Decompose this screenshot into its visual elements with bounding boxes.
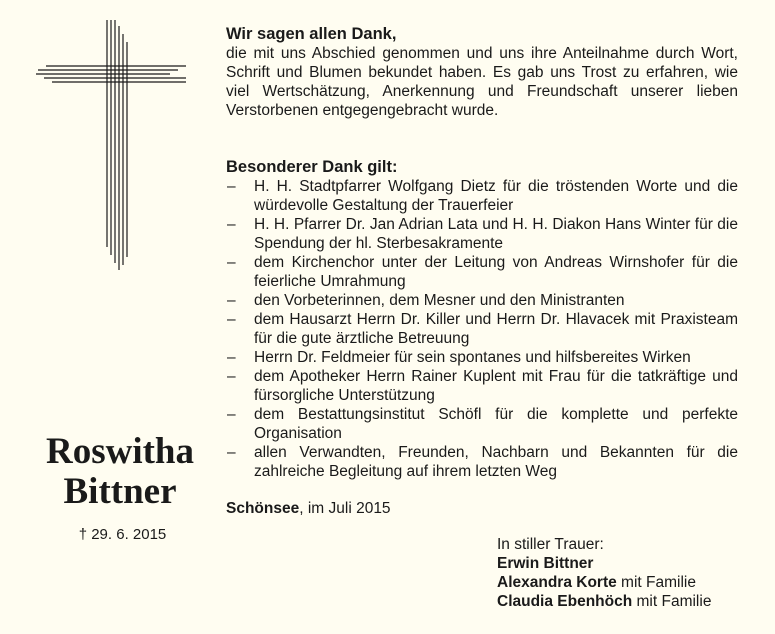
place-date: , im Juli 2015: [299, 500, 391, 517]
mourner-name: Alexandra Korte: [497, 574, 617, 591]
mourners-block: [497, 535, 711, 611]
mourner-line: [497, 573, 711, 592]
thanks-list-item: – H. H. Stadtpfarrer Wolfgang Dietz für die tröstenden Worte und die würdevolle Gestaltung der Trauerfeier: [226, 177, 738, 215]
thanks-heading: Wir sagen allen Dank,: [226, 25, 397, 43]
thanks-list-item: – den Vorbeterinnen, dem Mesner und den Ministranten: [226, 291, 738, 310]
deceased-name: [0, 432, 240, 512]
mourner-suffix: mit Familie: [632, 593, 712, 610]
mourner-line: [497, 592, 711, 611]
mourner-name: Claudia Ebenhöch: [497, 593, 633, 610]
thanks-list-item: – dem Kirchenchor unter der Leitung von Andreas Wirnshofer für die feierliche Umrahmung: [226, 253, 738, 291]
mourners-intro: In stiller Trauer:: [497, 536, 604, 553]
mourner-suffix: mit Familie: [616, 574, 696, 591]
thanks-list-item: – dem Apotheker Herrn Rainer Kuplent mit Frau für die tatkräftige und fürsorgliche Unterstützung: [226, 367, 738, 405]
place-town: Schönsee: [226, 500, 300, 517]
place-date-line: [226, 499, 738, 518]
mourner-name: Erwin Bittner: [497, 555, 594, 572]
thanks-intro: die mit uns Abschied genommen und uns ihre Anteilnahme durch Wort, Schrift und Blumen bekundet haben. Es gab uns Trost zu erfahren, wie viel Wertschätzung, Anerkennung und Freundschaft unserer lieben Verstorbenen entgegengebracht wurde.: [226, 45, 738, 119]
cross-icon: [36, 20, 186, 270]
thanks-list-item: – dem Bestattungsinstitut Schöfl für die komplette und perfekte Organisation: [226, 405, 738, 443]
deceased-last-name: Bittner: [63, 471, 177, 512]
special-thanks-title: Besonderer Dank gilt:: [226, 158, 398, 176]
thanks-list-item: – dem Hausarzt Herrn Dr. Killer und Herrn Dr. Hlavacek mit Praxisteam für die gute ärztliche Betreuung: [226, 310, 738, 348]
thanks-list-item: – allen Verwandten, Freunden, Nachbarn und Bekannten für die zahlreiche Begleitung auf ihrem letzten Weg: [226, 443, 738, 481]
mourner-line: [497, 554, 711, 573]
thanks-list-item: – Herrn Dr. Feldmeier für sein spontanes und hilfsbereites Wirken: [226, 348, 738, 367]
thanks-list-item: – H. H. Pfarrer Dr. Jan Adrian Lata und H. H. Diakon Hans Winter für die Spendung der hl. Sterbesakramente: [226, 215, 738, 253]
deceased-first-name: Roswitha: [45, 431, 195, 472]
thanks-text: [226, 24, 738, 518]
thanks-list: [226, 177, 738, 481]
death-date: † 29. 6. 2015: [78, 526, 167, 543]
